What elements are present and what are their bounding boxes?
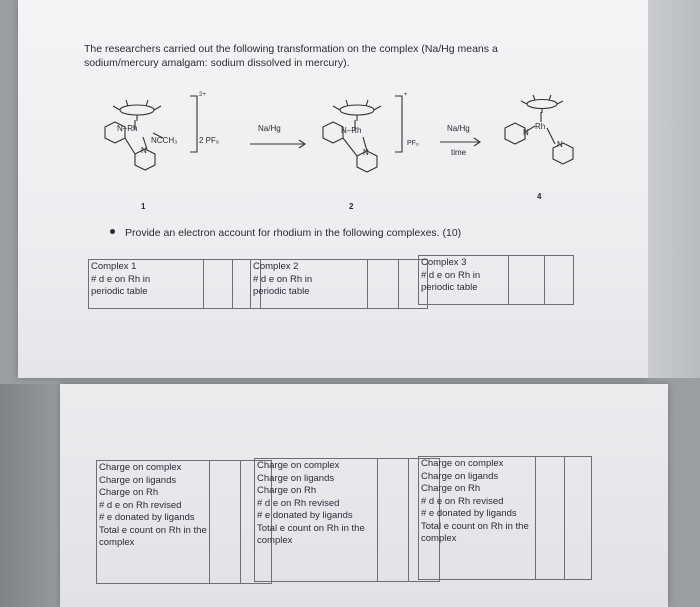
row-charge-on-rh: Charge on Rh [99, 487, 159, 498]
complex-3-electron-count-table [418, 456, 592, 580]
compound-4-n1-label: N [523, 128, 529, 137]
complex-3-table [418, 255, 574, 305]
compound-2-number: 2 [349, 202, 354, 211]
compound-1-counterion: 2 PF₆ [199, 136, 220, 145]
complex-3-line3: periodic table [421, 282, 478, 293]
answer-cell[interactable] [545, 256, 574, 305]
compound-1-ligand-label: NCCH₃ [151, 136, 178, 145]
row-charge-on-rh: Charge on Rh [257, 485, 317, 496]
answer-cell[interactable] [368, 260, 399, 309]
compound-2-counterion: PF₆ [407, 140, 419, 147]
complex-2-title: Complex 2 [253, 261, 299, 272]
complex-1-line3: periodic table [91, 286, 148, 297]
complex-1-title: Complex 1 [91, 261, 137, 272]
row-d-electrons-revised: # d e on Rh revised [257, 497, 340, 509]
answer-cell[interactable] [210, 461, 241, 584]
answer-cell[interactable] [509, 256, 545, 305]
compound-1-n-label: N [141, 146, 147, 155]
row-total-electron-count: Total e count on Rh in the complex [257, 522, 365, 546]
complex-1-table [88, 259, 261, 309]
compound-4-number: 4 [537, 192, 542, 201]
reaction-scheme [95, 92, 585, 222]
row-electrons-donated: # e donated by ligands [421, 508, 517, 519]
answer-cell[interactable] [378, 459, 409, 582]
row-charge-on-ligands: Charge on ligands [421, 470, 499, 482]
complex-2-line3: periodic table [253, 286, 310, 297]
complex-2-electron-count-table [254, 458, 440, 582]
complex-3-line2: # d e on Rh in [421, 269, 481, 281]
bullet-icon [110, 229, 115, 234]
compound-2-structure [323, 96, 402, 172]
arrow-1-reagent: Na/Hg [258, 124, 281, 133]
arrow-2-reagent: Na/Hg [447, 124, 470, 133]
compound-4-n2-label: N [557, 140, 563, 149]
complex-1-label-cell [89, 260, 204, 309]
row-charge-on-rh: Charge on Rh [421, 483, 481, 494]
compound-2-charge: + [404, 92, 408, 98]
complex-1-electron-count-table [96, 460, 272, 584]
compound-2-n-label: N [363, 148, 369, 157]
complex-3-title: Complex 3 [421, 257, 467, 268]
compound-1-number: 1 [141, 202, 146, 211]
complex-3-count-labels [419, 457, 536, 580]
intro-paragraph: The researchers carried out the following transformation on the complex (Na/Hg means a sodium/mercury amalgam: sodium dissolved in mercury). [84, 43, 498, 69]
complex-1-line2: # d e on Rh in [91, 273, 151, 285]
compound-1-charge: 2+ [199, 92, 206, 98]
background-paper-edge [648, 0, 700, 378]
answer-cell[interactable] [536, 457, 565, 580]
row-electrons-donated: # e donated by ligands [99, 512, 195, 523]
row-total-electron-count: Total e count on Rh in the complex [421, 520, 529, 544]
complex-3-label-cell [419, 256, 509, 305]
reaction-scheme-drawing [95, 92, 585, 222]
row-d-electrons-revised: # d e on Rh revised [421, 495, 504, 507]
row-total-electron-count: Total e count on Rh in the complex [99, 524, 207, 548]
complex-2-count-labels [255, 459, 378, 582]
row-d-electrons-revised: # d e on Rh revised [99, 499, 182, 511]
arrow-2-condition: time [451, 148, 467, 157]
row-charge-on-complex: Charge on complex [99, 462, 182, 473]
row-charge-on-complex: Charge on complex [257, 460, 340, 471]
question-text: Provide an electron account for rhodium in the following complexes. (10) [125, 227, 462, 239]
complex-2-label-cell [251, 260, 368, 309]
row-charge-on-ligands: Charge on ligands [257, 472, 335, 484]
complex-1-count-labels [97, 461, 210, 584]
compound-2-rh-label: N–Rh [341, 126, 362, 135]
question-bullet [110, 227, 461, 239]
compound-4-rh-label: Rh [535, 122, 546, 131]
row-electrons-donated: # e donated by ligands [257, 510, 353, 521]
compound-1-structure [105, 96, 197, 170]
background-shadow [0, 384, 60, 607]
complex-2-line2: # d e on Rh in [253, 273, 313, 285]
answer-cell[interactable] [565, 457, 592, 580]
row-charge-on-ligands: Charge on ligands [99, 474, 177, 486]
complex-2-table [250, 259, 428, 309]
answer-cell[interactable] [204, 260, 233, 309]
compound-1-rh-label: N–Rh [117, 124, 138, 133]
row-charge-on-complex: Charge on complex [421, 458, 504, 469]
